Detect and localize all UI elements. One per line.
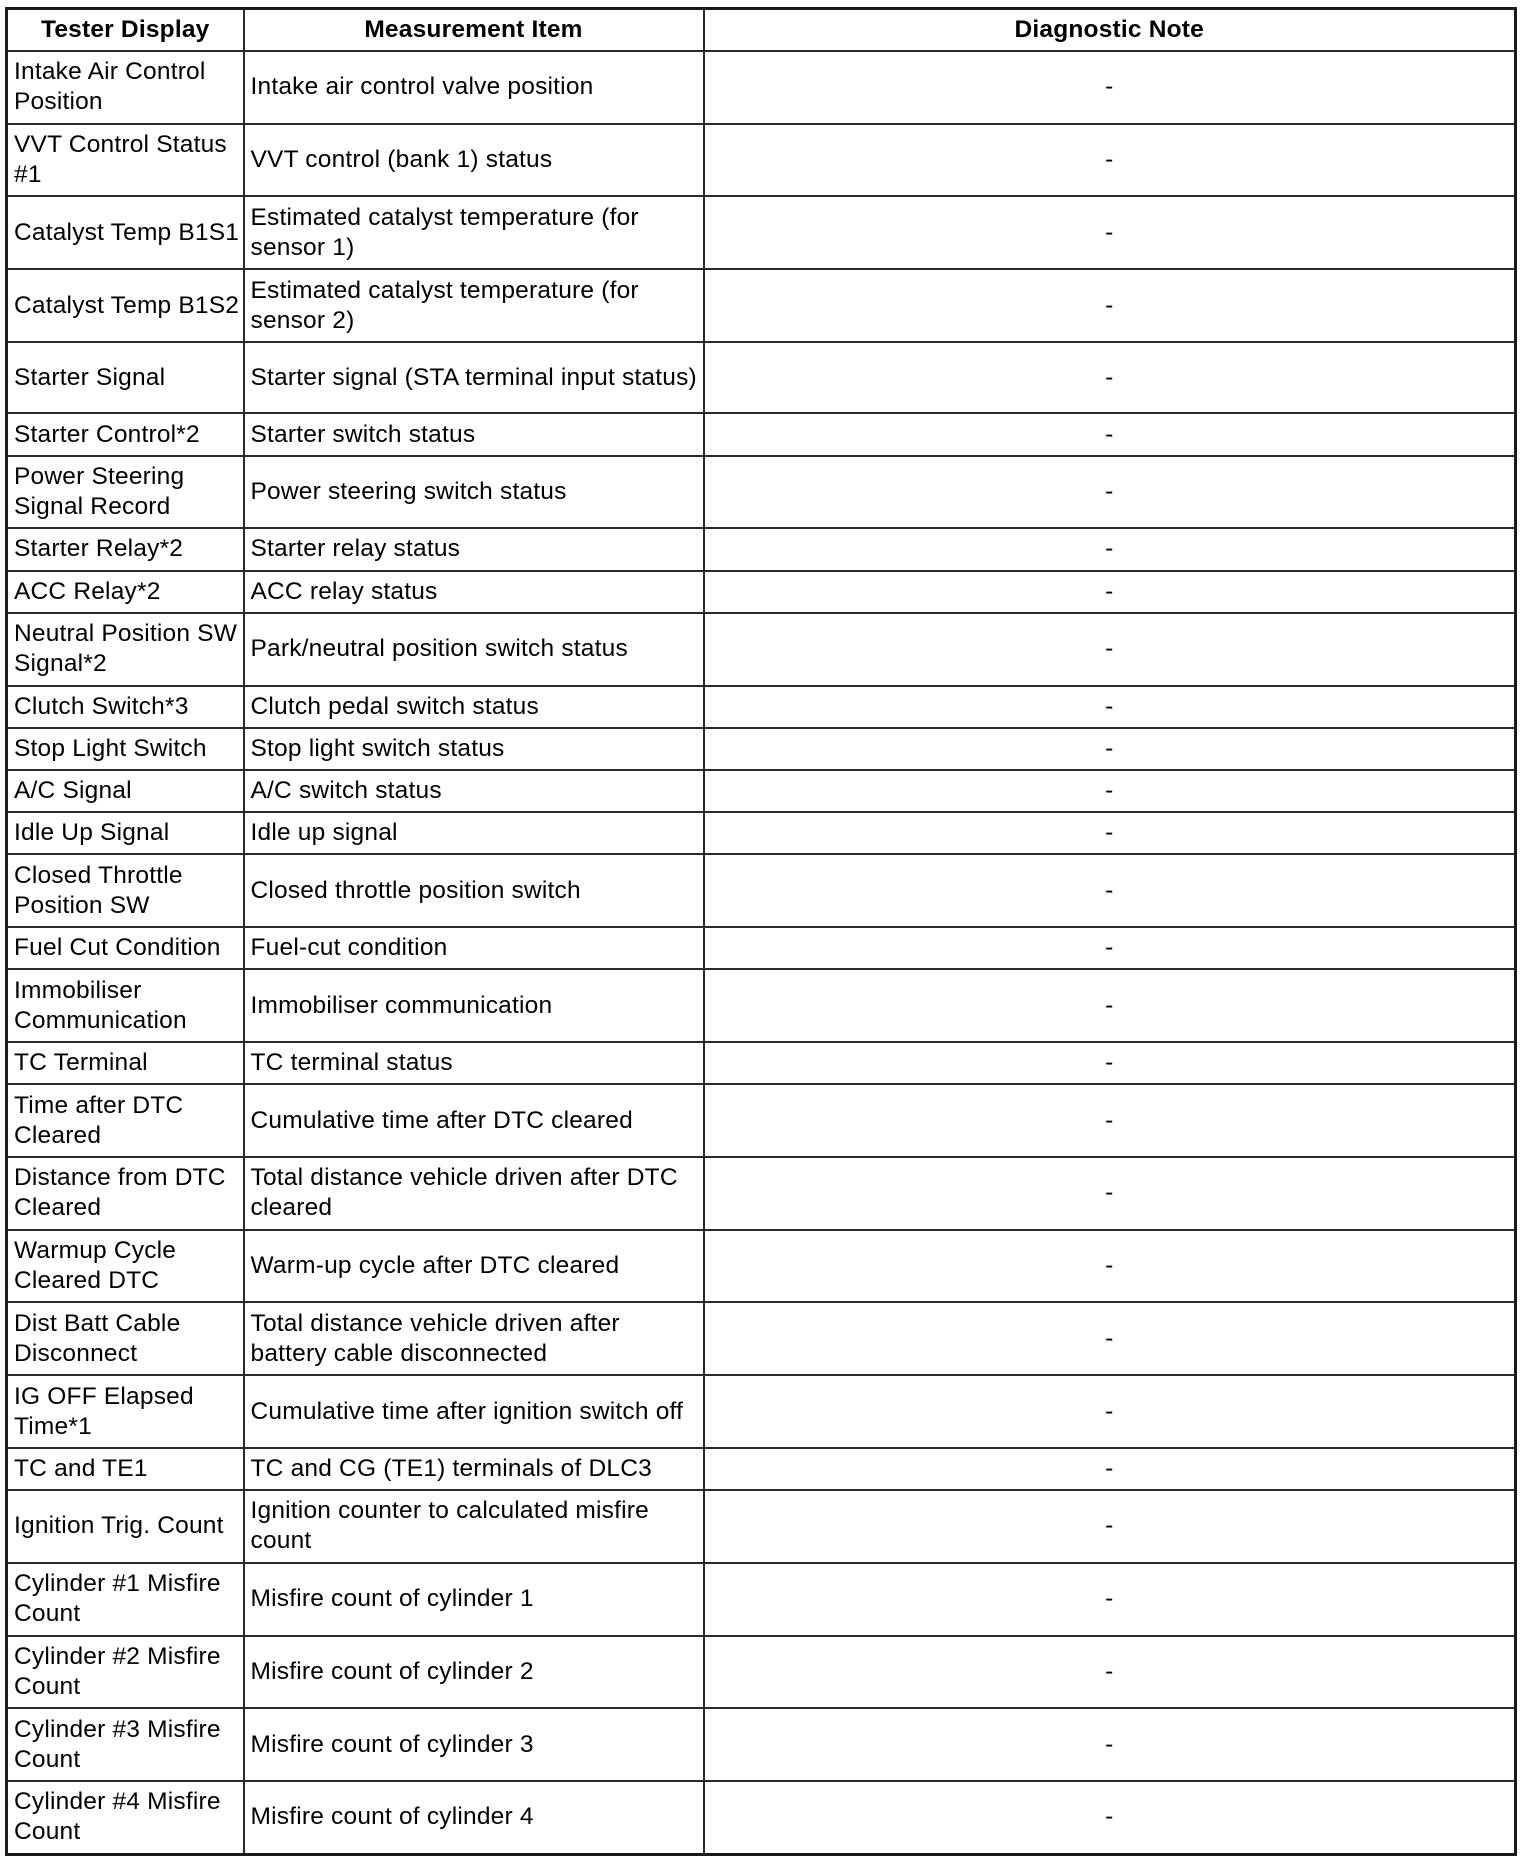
- table-row: [7, 342, 1516, 414]
- header-diagnostic-note: Diagnostic Note: [704, 9, 1516, 52]
- cell-diagnostic-note: -: [704, 1490, 1516, 1563]
- cell-diagnostic-note: -: [704, 528, 1516, 570]
- cell-tester-display: TC and TE1: [7, 1448, 244, 1490]
- data-list-sheet: [5, 7, 1514, 1856]
- cell-tester-display: A/C Signal: [7, 770, 244, 812]
- cell-tester-display: Cylinder #3 Misfire Count: [7, 1708, 244, 1781]
- cell-measurement-item: Total distance vehicle driven after DTC cleared: [244, 1157, 704, 1230]
- cell-tester-display: Time after DTC Cleared: [7, 1084, 244, 1157]
- table-row: [7, 1042, 1516, 1084]
- cell-diagnostic-note: -: [704, 1375, 1516, 1448]
- cell-tester-display: Stop Light Switch: [7, 728, 244, 770]
- cell-measurement-item: Immobiliser communication: [244, 969, 704, 1042]
- table-row: [7, 927, 1516, 969]
- cell-diagnostic-note: -: [704, 124, 1516, 197]
- cell-tester-display: Neutral Position SW Signal*2: [7, 613, 244, 686]
- cell-tester-display: IG OFF Elapsed Time*1: [7, 1375, 244, 1448]
- data-list-table: [5, 7, 1517, 1856]
- cell-diagnostic-note: -: [704, 571, 1516, 613]
- table-row: [7, 1375, 1516, 1448]
- cell-measurement-item: Fuel-cut condition: [244, 927, 704, 969]
- cell-diagnostic-note: -: [704, 686, 1516, 728]
- table-row: [7, 969, 1516, 1042]
- cell-diagnostic-note: -: [704, 1157, 1516, 1230]
- cell-measurement-item: Closed throttle position switch: [244, 854, 704, 927]
- cell-diagnostic-note: -: [704, 613, 1516, 686]
- table-row: [7, 686, 1516, 728]
- cell-measurement-item: Total distance vehicle driven after battery cable disconnected: [244, 1302, 704, 1375]
- table-row: [7, 1781, 1516, 1855]
- cell-diagnostic-note: -: [704, 1230, 1516, 1303]
- cell-tester-display: Distance from DTC Cleared: [7, 1157, 244, 1230]
- table-row: [7, 528, 1516, 570]
- cell-diagnostic-note: -: [704, 1084, 1516, 1157]
- cell-tester-display: Closed Throttle Position SW: [7, 854, 244, 927]
- cell-diagnostic-note: -: [704, 456, 1516, 529]
- cell-diagnostic-note: -: [704, 969, 1516, 1042]
- cell-tester-display: Catalyst Temp B1S2: [7, 269, 244, 342]
- cell-tester-display: Cylinder #1 Misfire Count: [7, 1563, 244, 1636]
- cell-measurement-item: VVT control (bank 1) status: [244, 124, 704, 197]
- table-row: [7, 1157, 1516, 1230]
- cell-measurement-item: Power steering switch status: [244, 456, 704, 529]
- cell-tester-display: Catalyst Temp B1S1: [7, 196, 244, 269]
- cell-measurement-item: Estimated catalyst temperature (for sensor 2): [244, 269, 704, 342]
- cell-tester-display: Starter Relay*2: [7, 528, 244, 570]
- cell-measurement-item: Misfire count of cylinder 4: [244, 1781, 704, 1855]
- cell-diagnostic-note: -: [704, 927, 1516, 969]
- table-row: [7, 196, 1516, 269]
- cell-measurement-item: Misfire count of cylinder 2: [244, 1636, 704, 1709]
- cell-measurement-item: Starter signal (STA terminal input status): [244, 342, 704, 414]
- cell-measurement-item: ACC relay status: [244, 571, 704, 613]
- table-row: [7, 770, 1516, 812]
- cell-tester-display: Warmup Cycle Cleared DTC: [7, 1230, 244, 1303]
- cell-tester-display: Starter Control*2: [7, 413, 244, 455]
- cell-measurement-item: Estimated catalyst temperature (for sensor 1): [244, 196, 704, 269]
- cell-measurement-item: A/C switch status: [244, 770, 704, 812]
- cell-measurement-item: Misfire count of cylinder 3: [244, 1708, 704, 1781]
- cell-diagnostic-note: -: [704, 812, 1516, 854]
- cell-diagnostic-note: -: [704, 1636, 1516, 1709]
- cell-diagnostic-note: -: [704, 1708, 1516, 1781]
- cell-measurement-item: Idle up signal: [244, 812, 704, 854]
- table-row: [7, 51, 1516, 124]
- table-row: [7, 1302, 1516, 1375]
- cell-tester-display: Power Steering Signal Record: [7, 456, 244, 529]
- cell-diagnostic-note: -: [704, 1781, 1516, 1855]
- cell-diagnostic-note: -: [704, 269, 1516, 342]
- cell-diagnostic-note: -: [704, 196, 1516, 269]
- table-row: [7, 1448, 1516, 1490]
- cell-measurement-item: Misfire count of cylinder 1: [244, 1563, 704, 1636]
- cell-tester-display: Fuel Cut Condition: [7, 927, 244, 969]
- table-row: [7, 728, 1516, 770]
- table-row: [7, 269, 1516, 342]
- cell-diagnostic-note: -: [704, 1448, 1516, 1490]
- cell-tester-display: ACC Relay*2: [7, 571, 244, 613]
- table-row: [7, 854, 1516, 927]
- table-row: [7, 456, 1516, 529]
- table-row: [7, 812, 1516, 854]
- cell-measurement-item: Warm-up cycle after DTC cleared: [244, 1230, 704, 1303]
- header-row: [7, 9, 1516, 52]
- cell-diagnostic-note: -: [704, 770, 1516, 812]
- cell-tester-display: Idle Up Signal: [7, 812, 244, 854]
- cell-tester-display: Cylinder #4 Misfire Count: [7, 1781, 244, 1855]
- cell-measurement-item: Starter switch status: [244, 413, 704, 455]
- cell-measurement-item: Intake air control valve position: [244, 51, 704, 124]
- cell-measurement-item: Clutch pedal switch status: [244, 686, 704, 728]
- cell-measurement-item: Stop light switch status: [244, 728, 704, 770]
- table-row: [7, 571, 1516, 613]
- cell-tester-display: Starter Signal: [7, 342, 244, 414]
- table-row: [7, 613, 1516, 686]
- cell-diagnostic-note: -: [704, 1042, 1516, 1084]
- table-header: [7, 9, 1516, 52]
- table-row: [7, 1636, 1516, 1709]
- cell-tester-display: Dist Batt Cable Disconnect: [7, 1302, 244, 1375]
- table-row: [7, 1563, 1516, 1636]
- cell-tester-display: TC Terminal: [7, 1042, 244, 1084]
- cell-tester-display: Immobiliser Communication: [7, 969, 244, 1042]
- table-row: [7, 124, 1516, 197]
- cell-diagnostic-note: -: [704, 51, 1516, 124]
- cell-measurement-item: Starter relay status: [244, 528, 704, 570]
- cell-tester-display: Intake Air Control Position: [7, 51, 244, 124]
- table-row: [7, 413, 1516, 455]
- cell-tester-display: Clutch Switch*3: [7, 686, 244, 728]
- table-row: [7, 1708, 1516, 1781]
- cell-measurement-item: Ignition counter to calculated misfire count: [244, 1490, 704, 1563]
- cell-tester-display: VVT Control Status #1: [7, 124, 244, 197]
- cell-measurement-item: Cumulative time after DTC cleared: [244, 1084, 704, 1157]
- cell-measurement-item: Park/neutral position switch status: [244, 613, 704, 686]
- cell-measurement-item: Cumulative time after ignition switch off: [244, 1375, 704, 1448]
- cell-tester-display: Ignition Trig. Count: [7, 1490, 244, 1563]
- table-body: [7, 51, 1516, 1855]
- cell-measurement-item: TC terminal status: [244, 1042, 704, 1084]
- cell-diagnostic-note: -: [704, 1563, 1516, 1636]
- cell-diagnostic-note: -: [704, 342, 1516, 414]
- cell-diagnostic-note: -: [704, 1302, 1516, 1375]
- cell-diagnostic-note: -: [704, 413, 1516, 455]
- cell-diagnostic-note: -: [704, 854, 1516, 927]
- table-row: [7, 1230, 1516, 1303]
- table-row: [7, 1490, 1516, 1563]
- cell-measurement-item: TC and CG (TE1) terminals of DLC3: [244, 1448, 704, 1490]
- header-tester-display: Tester Display: [7, 9, 244, 52]
- cell-diagnostic-note: -: [704, 728, 1516, 770]
- cell-tester-display: Cylinder #2 Misfire Count: [7, 1636, 244, 1709]
- table-row: [7, 1084, 1516, 1157]
- header-measurement-item: Measurement Item: [244, 9, 704, 52]
